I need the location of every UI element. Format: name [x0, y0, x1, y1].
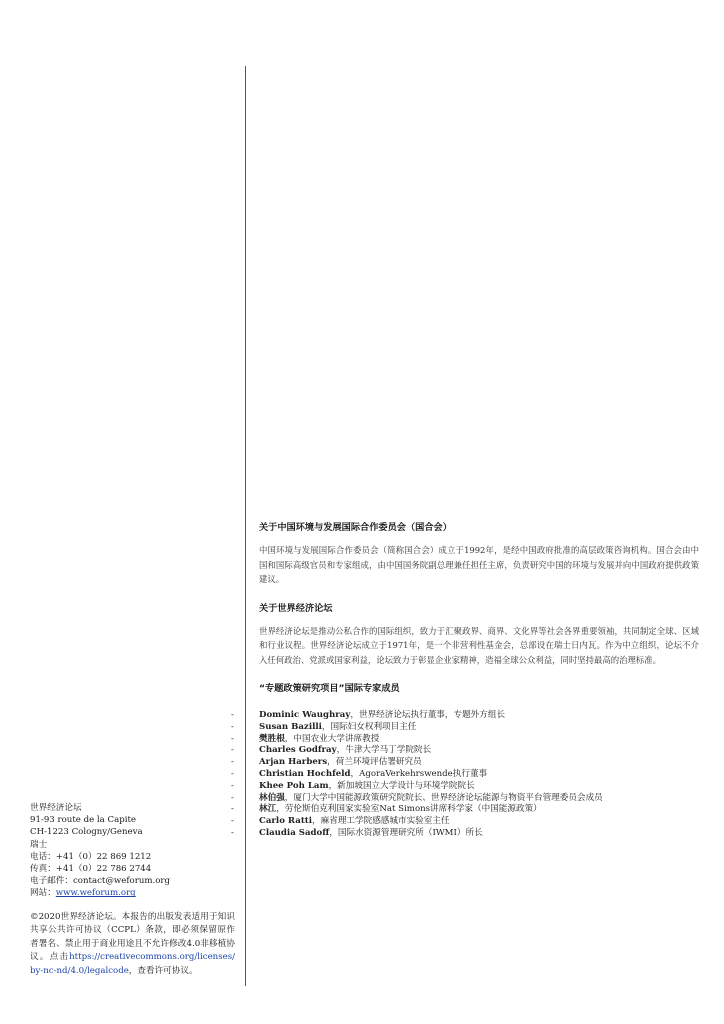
- cciced-heading: 关于中国环境与发展国际合作委员会（国合会）: [259, 522, 452, 533]
- list-item: [220, 804, 700, 816]
- member-name: Carlo Ratti: [259, 816, 313, 827]
- member-role: ，牛津大学马丁学院院长: [336, 745, 432, 756]
- org-name: 世界经济论坛: [30, 803, 82, 813]
- member-name: Christian Hochfeld: [259, 768, 351, 779]
- member-name: 林江: [259, 804, 277, 815]
- list-item: [220, 757, 700, 769]
- list-bullet: -: [231, 733, 234, 744]
- list-item: [220, 793, 700, 805]
- list-bullet: -: [231, 757, 234, 768]
- member-role: ，AgoraVerkehrswende执行董事: [350, 768, 488, 779]
- phone-number: 电话：+41（0）22 869 1212: [30, 851, 152, 862]
- list-bullet: -: [231, 710, 234, 720]
- member-name: Charles Godfray: [259, 745, 337, 756]
- list-item: [220, 769, 700, 781]
- member-role: ，荷兰环境评估署研究员: [327, 757, 422, 768]
- member-role: ，世界经济论坛执行董事，专题外方组长: [350, 710, 506, 720]
- list-item: [220, 745, 700, 757]
- list-item: [220, 710, 700, 722]
- wef-heading: 关于世界经济论坛: [259, 602, 333, 614]
- city-address: CH-1223 Cologny/Geneva: [30, 827, 143, 838]
- list-bullet: -: [231, 768, 234, 779]
- list-bullet: -: [231, 804, 234, 815]
- list-bullet: -: [231, 792, 234, 803]
- list-bullet: -: [231, 745, 234, 756]
- member-role: ，劳伦斯伯克利国家实验室Nat Simons讲席科学家（中国能源政策）: [276, 804, 542, 815]
- list-item: [220, 816, 700, 828]
- member-role: ，国际水资源管理研究所（IWMI）所长: [329, 827, 483, 838]
- expert-member-list: [220, 710, 700, 840]
- license-notice: [30, 911, 235, 978]
- list-item: [220, 828, 700, 840]
- wef-paragraph: 世界经济论坛是推动公私合作的国际组织，致力于汇聚政界、商界、文化界等社会各界重要领袖，共同制定全球、区域和行业议程。世界经济论坛成立于1971年，是一个非营利性基金会，总部设在瑞士日内瓦。作为中立组织，论坛不介入任何政治、党派或国家利益，论坛致力于彰显企业家精神，造福全球公众利益，同时坚持最高的治理标准。: [259, 625, 699, 665]
- list-bullet: -: [231, 816, 234, 827]
- list-item: [220, 722, 700, 734]
- list-bullet: -: [231, 780, 234, 791]
- cciced-paragraph: 中国环境与发展国际合作委员会（简称国合会）成立于1992年，是经中国政府批准的高层政策咨询机构。国合会由中国和国际高级官员和专家组成，由中国国务院副总理兼任担任主席，负责研究中国的环境与发展并向中国政府提供政策建议。: [259, 545, 699, 584]
- main-content: [259, 522, 699, 695]
- experts-heading: “专题政策研究项目”国际专家成员: [259, 683, 400, 694]
- member-role: ，新加坡国立大学设计与环境学院院长: [328, 780, 475, 791]
- website-link[interactable]: www.weforum.org: [55, 888, 136, 899]
- member-role: ，中国农业大学讲席教授: [284, 733, 380, 744]
- member-name: Susan Bazilli: [259, 721, 322, 732]
- list-bullet: -: [231, 721, 234, 732]
- list-item: [220, 734, 700, 746]
- website-label: 网站：: [30, 888, 56, 899]
- member-name: Arjan Harbers: [259, 757, 328, 768]
- list-item: [220, 781, 700, 793]
- list-bullet: -: [231, 827, 234, 838]
- member-name: 樊胜根: [259, 733, 285, 744]
- member-name: Khee Poh Lam: [259, 780, 329, 791]
- street-address: 91-93 route de la Capite: [30, 815, 137, 826]
- member-role: ，厦门大学中国能源政策研究院院长、世界经济论坛能源与物资平台管理委员会成员: [284, 792, 603, 803]
- country: 瑞士: [30, 839, 48, 850]
- member-name: Dominic Waughray: [259, 710, 351, 720]
- column-divider: [245, 66, 246, 986]
- license-suffix: ，查看许可协议。: [128, 965, 198, 976]
- member-role: ，国际妇女权利项目主任: [321, 721, 417, 732]
- email-address: 电子邮件：contact@weforum.org: [30, 876, 171, 887]
- member-role: ，麻省理工学院感感城市实验室主任: [312, 816, 450, 827]
- contact-address: [30, 802, 235, 900]
- license-link[interactable]: https://creativecommons.org/licenses/by-nc-nd/4.0/legalcode: [30, 952, 235, 976]
- member-name: 林伯强: [259, 792, 285, 803]
- member-name: Claudia Sadoff: [259, 827, 330, 838]
- website-line: [30, 887, 235, 899]
- license-text: ©2020世界经济论坛。本报告的出版发表适用于知识共享公共许可协议（CCPL）条款，即必须保留原作者署名、禁止用于商业用途且不允许修改4.0非移植协议。点击: [30, 912, 235, 963]
- fax-number: 传真：+41（0）22 786 2744: [30, 864, 152, 875]
